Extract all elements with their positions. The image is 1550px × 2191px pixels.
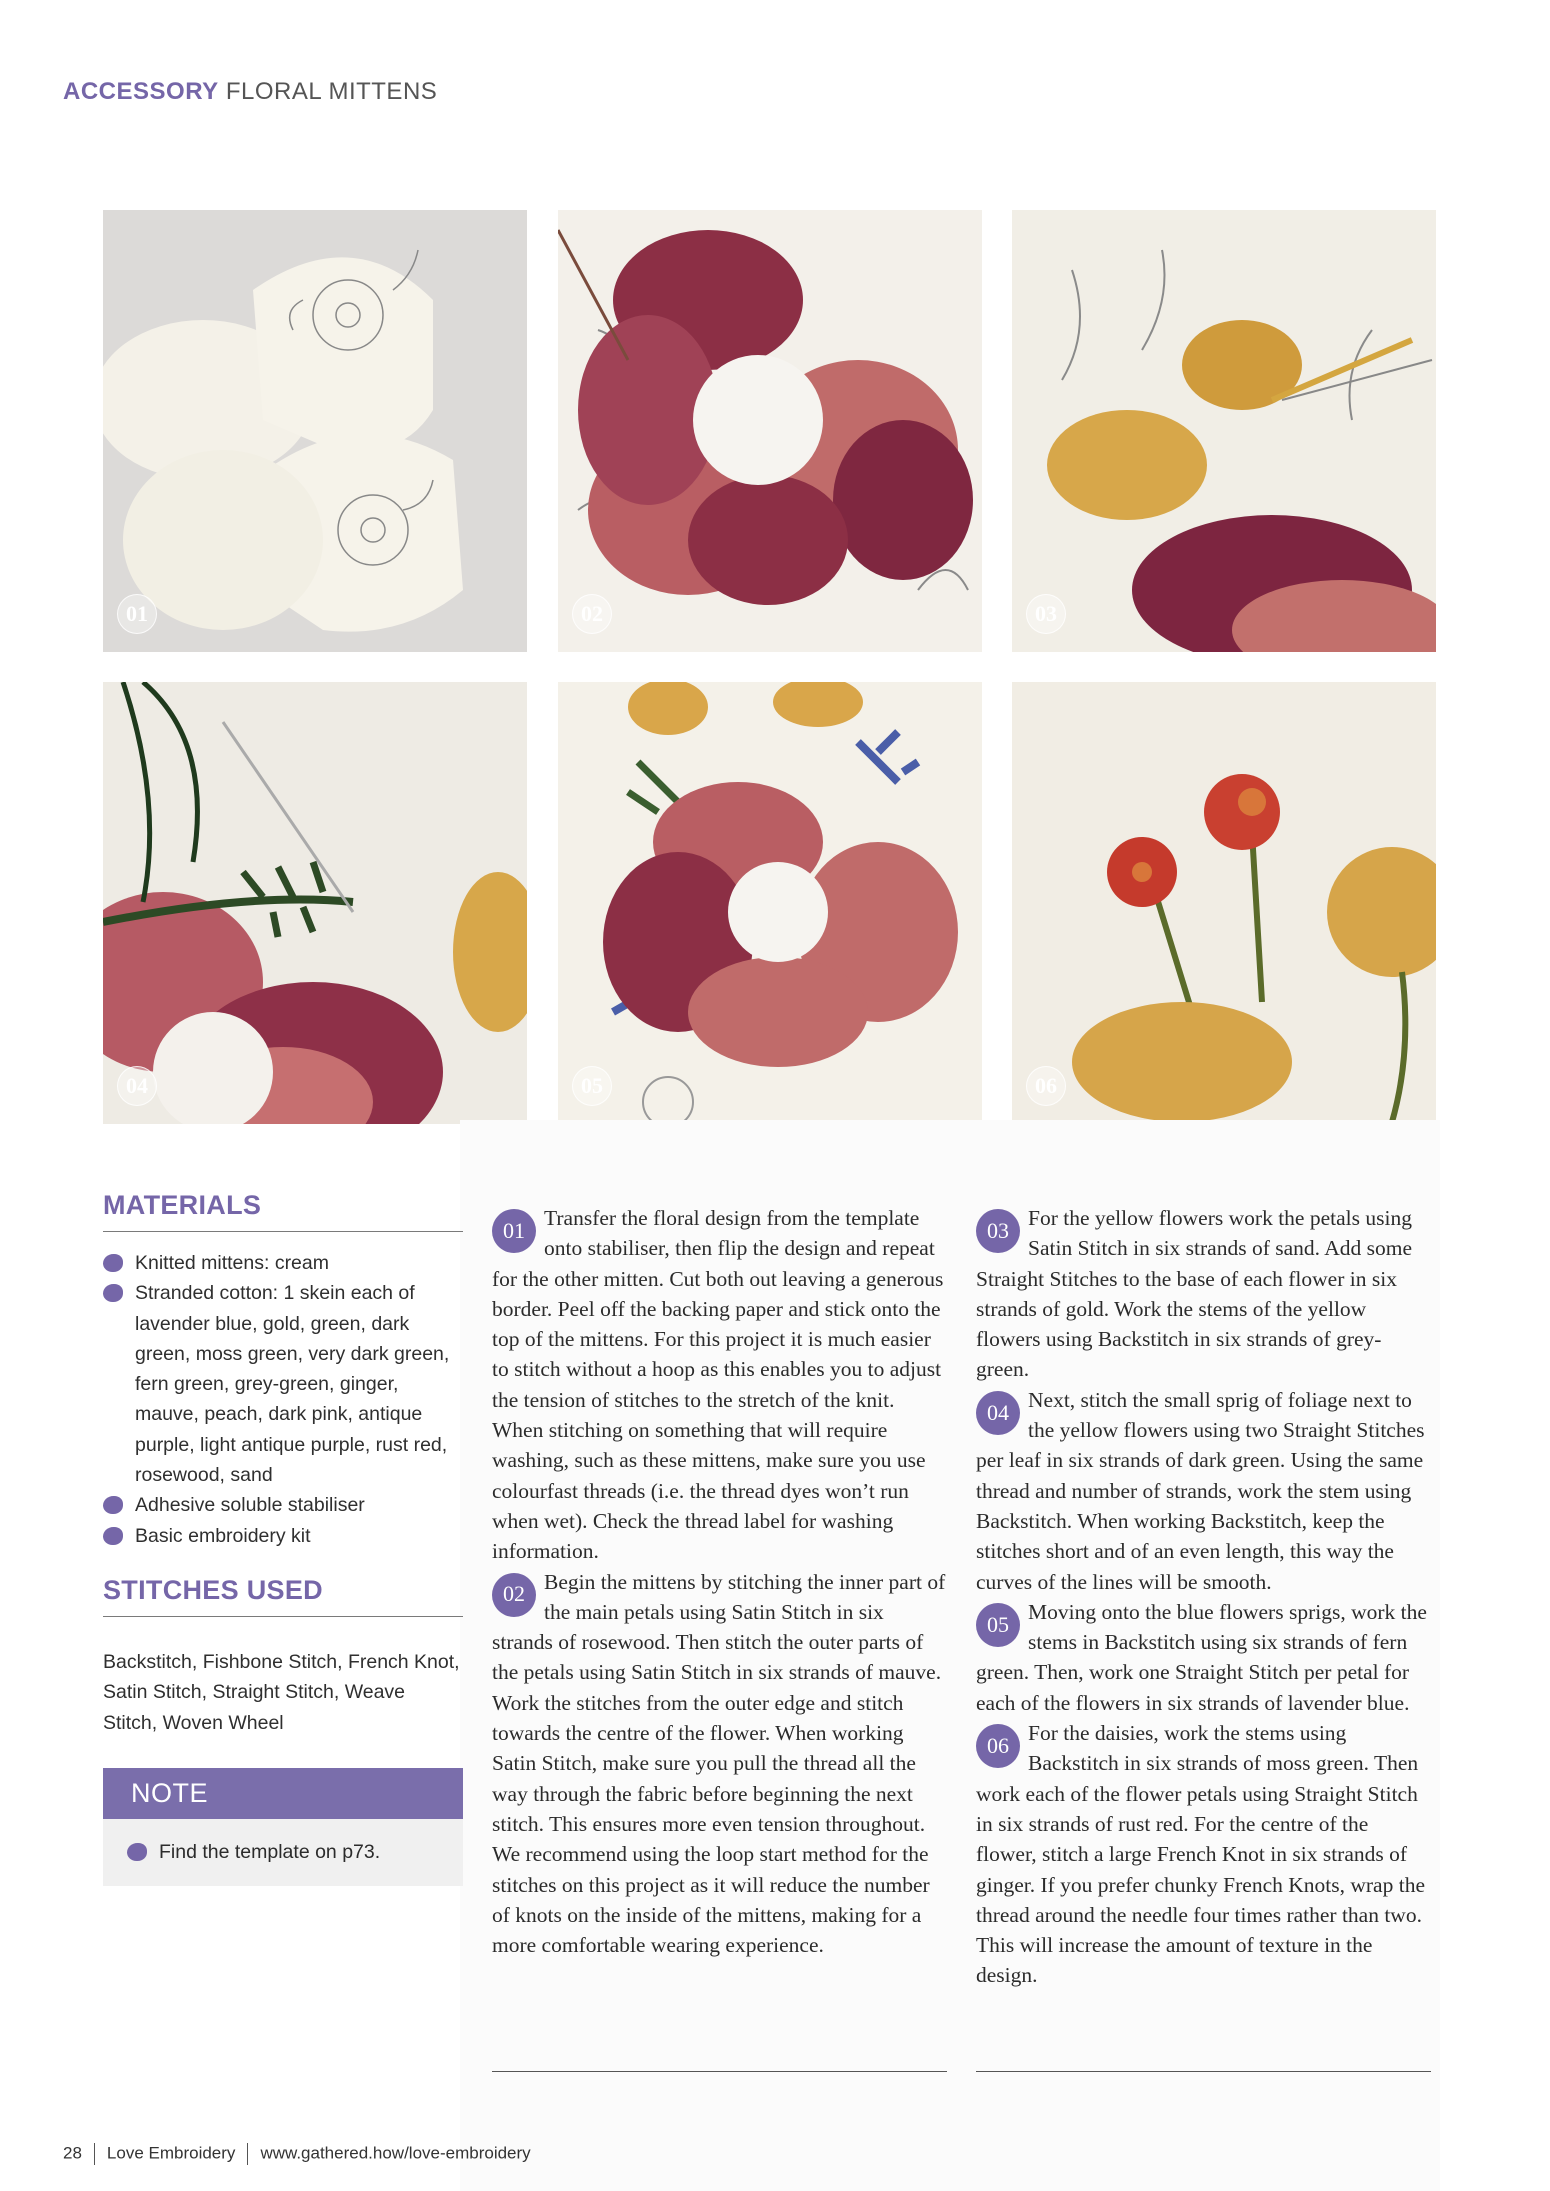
step-badge: 01: [117, 594, 157, 634]
bullet-icon: [103, 1254, 123, 1272]
steps-column-1: [492, 1203, 947, 1960]
step-photo-2: [558, 210, 982, 652]
materials-item-text: Basic embroidery kit: [135, 1524, 311, 1547]
materials-heading: MATERIALS: [103, 1190, 463, 1232]
step-text: Begin the mittens by stitching the inner part of the main petals using Satin Stitch in six strands of rosewood. Then stitch the outer parts of the petals using Satin Stitch in six strands of mauve. Work the stitches from the outer edge and stitch towards the centre of the flower. When working Satin Stitch, make sure you pull the thread all the way through the fabric before beginning the next stitch. This ensures more even tension throughout. We recommend using the loop start method for the stitches on this project as it will reduce the number of knots on the inside of the mittens, making for a more comfortable wearing experience.: [492, 1569, 946, 1958]
step-photo-1: [103, 210, 527, 652]
note-body: [103, 1819, 463, 1886]
materials-item: [103, 1248, 463, 1278]
step-number-badge: 05: [976, 1603, 1020, 1647]
step-paragraph: [976, 1718, 1431, 1991]
materials-item: [103, 1278, 463, 1490]
step-badge: 06: [1026, 1066, 1066, 1106]
note-text: Find the template on p73.: [159, 1840, 381, 1863]
yellow-flowers-image: [1012, 210, 1436, 652]
step-number-badge: 06: [976, 1724, 1020, 1768]
sidebar: [103, 1190, 463, 1886]
step-paragraph: [976, 1203, 1431, 1385]
page-title: FLORAL MITTENS: [225, 78, 438, 105]
step-photo-6: [1012, 682, 1436, 1124]
blue-sprigs-image: [558, 682, 982, 1124]
step-paragraph: [976, 1597, 1431, 1718]
step-badge: 03: [1026, 594, 1066, 634]
page-footer: [63, 2143, 531, 2165]
step-text: Moving onto the blue flowers sprigs, work the stems in Backstitch using six strands of fern green. Then, work one Straight Stitch per petal for each of the flowers in six strands of lavender blue.: [976, 1599, 1427, 1715]
website-url: www.gathered.how/love-embroidery: [260, 2143, 531, 2163]
step-text: For the daisies, work the stems using Backstitch in six strands of moss green. Then work each of the flower petals using Straight Stitch in six strands of rust red. For the centre of the flower, stitch a large French Knot in six strands of ginger. If you prefer chunky French Knots, wrap the thread around the needle four times rather than two. This will increase the amount of texture in the design.: [976, 1721, 1425, 1988]
bullet-icon: [103, 1284, 123, 1302]
step-number-badge: 01: [492, 1209, 536, 1253]
step-photo-5: [558, 682, 982, 1124]
step-badge: 02: [572, 594, 612, 634]
bullet-icon: [103, 1496, 123, 1514]
step-number-badge: 02: [492, 1573, 536, 1617]
step-paragraph: [492, 1203, 947, 1567]
step-badge: 05: [572, 1066, 612, 1106]
page-number: 28: [63, 2143, 82, 2163]
step-text: For the yellow flowers work the petals using Satin Stitch in six strands of sand. Add some Straight Stitches to the base of each flower in six strands of gold. Work the stems of the yellow flowers using Backstitch in six strands of grey-green.: [976, 1206, 1413, 1382]
column-divider: [976, 2071, 1431, 2072]
step-paragraph: [976, 1385, 1431, 1597]
note-box: [103, 1768, 463, 1886]
step-photo-3: [1012, 210, 1436, 652]
step-number-badge: 03: [976, 1209, 1020, 1253]
bullet-icon: [103, 1527, 123, 1545]
stitches-text: Backstitch, Fishbone Stitch, French Knot, Satin Stitch, Straight Stitch, Weave Stitch, Woven Wheel: [103, 1650, 460, 1734]
note-heading: NOTE: [103, 1768, 463, 1819]
step-text: Next, stitch the small sprig of foliage next to the yellow flowers using two Straight Stitches per leaf in six strands of dark green. Using the same thread and number of strands, work the stem using Backstitch. When working Backstitch, keep the stitches short and of an even length, this way the curves of the lines will be smooth.: [976, 1387, 1425, 1594]
stitches-heading: STITCHES USED: [103, 1575, 463, 1617]
mittens-image: [103, 210, 527, 652]
footer-separator: [94, 2143, 95, 2165]
step-text: Transfer the floral design from the template onto stabiliser, then flip the design and repeat for the other mitten. Cut both out leaving a generous border. Peel off the backing paper and stick onto the top of the mittens. For this project it is much easier to stitch without a hoop as this enables you to adjust the tension of stitches to the stretch of the knit. When stitching on something that will require washing, such as these mittens, make sure you use colourfast threads (i.e. the thread dyes won’t run when wet). Check the thread label for washing information.: [492, 1206, 944, 1564]
daisies-image: [1012, 682, 1436, 1124]
magazine-name: Love Embroidery: [106, 2143, 236, 2163]
foliage-sprig-image: [103, 682, 527, 1124]
footer-separator: [247, 2143, 248, 2165]
bullet-icon: [127, 1843, 147, 1861]
main-flower-image: [558, 210, 982, 652]
step-paragraph: [492, 1567, 947, 1961]
materials-item-text: Stranded cotton: 1 skein each of lavender blue, gold, green, dark green, moss green, very dark green, fern green, grey-green, ginger, mauve, peach, dark pink, antique purple, light antique purple, rust red, rosewood, sand: [135, 1282, 450, 1487]
materials-item-text: Knitted mittens: cream: [135, 1252, 329, 1274]
steps-column-2: [976, 1203, 1431, 1991]
materials-item: [103, 1521, 463, 1551]
step-badge: 04: [117, 1066, 157, 1106]
page-header: [63, 78, 437, 106]
materials-list: [103, 1248, 463, 1551]
section-kicker: ACCESSORY: [63, 78, 219, 105]
materials-item: [103, 1490, 463, 1520]
step-number-badge: 04: [976, 1391, 1020, 1435]
materials-item-text: Adhesive soluble stabiliser: [135, 1494, 365, 1517]
column-divider: [492, 2071, 947, 2072]
step-photo-4: [103, 682, 527, 1124]
